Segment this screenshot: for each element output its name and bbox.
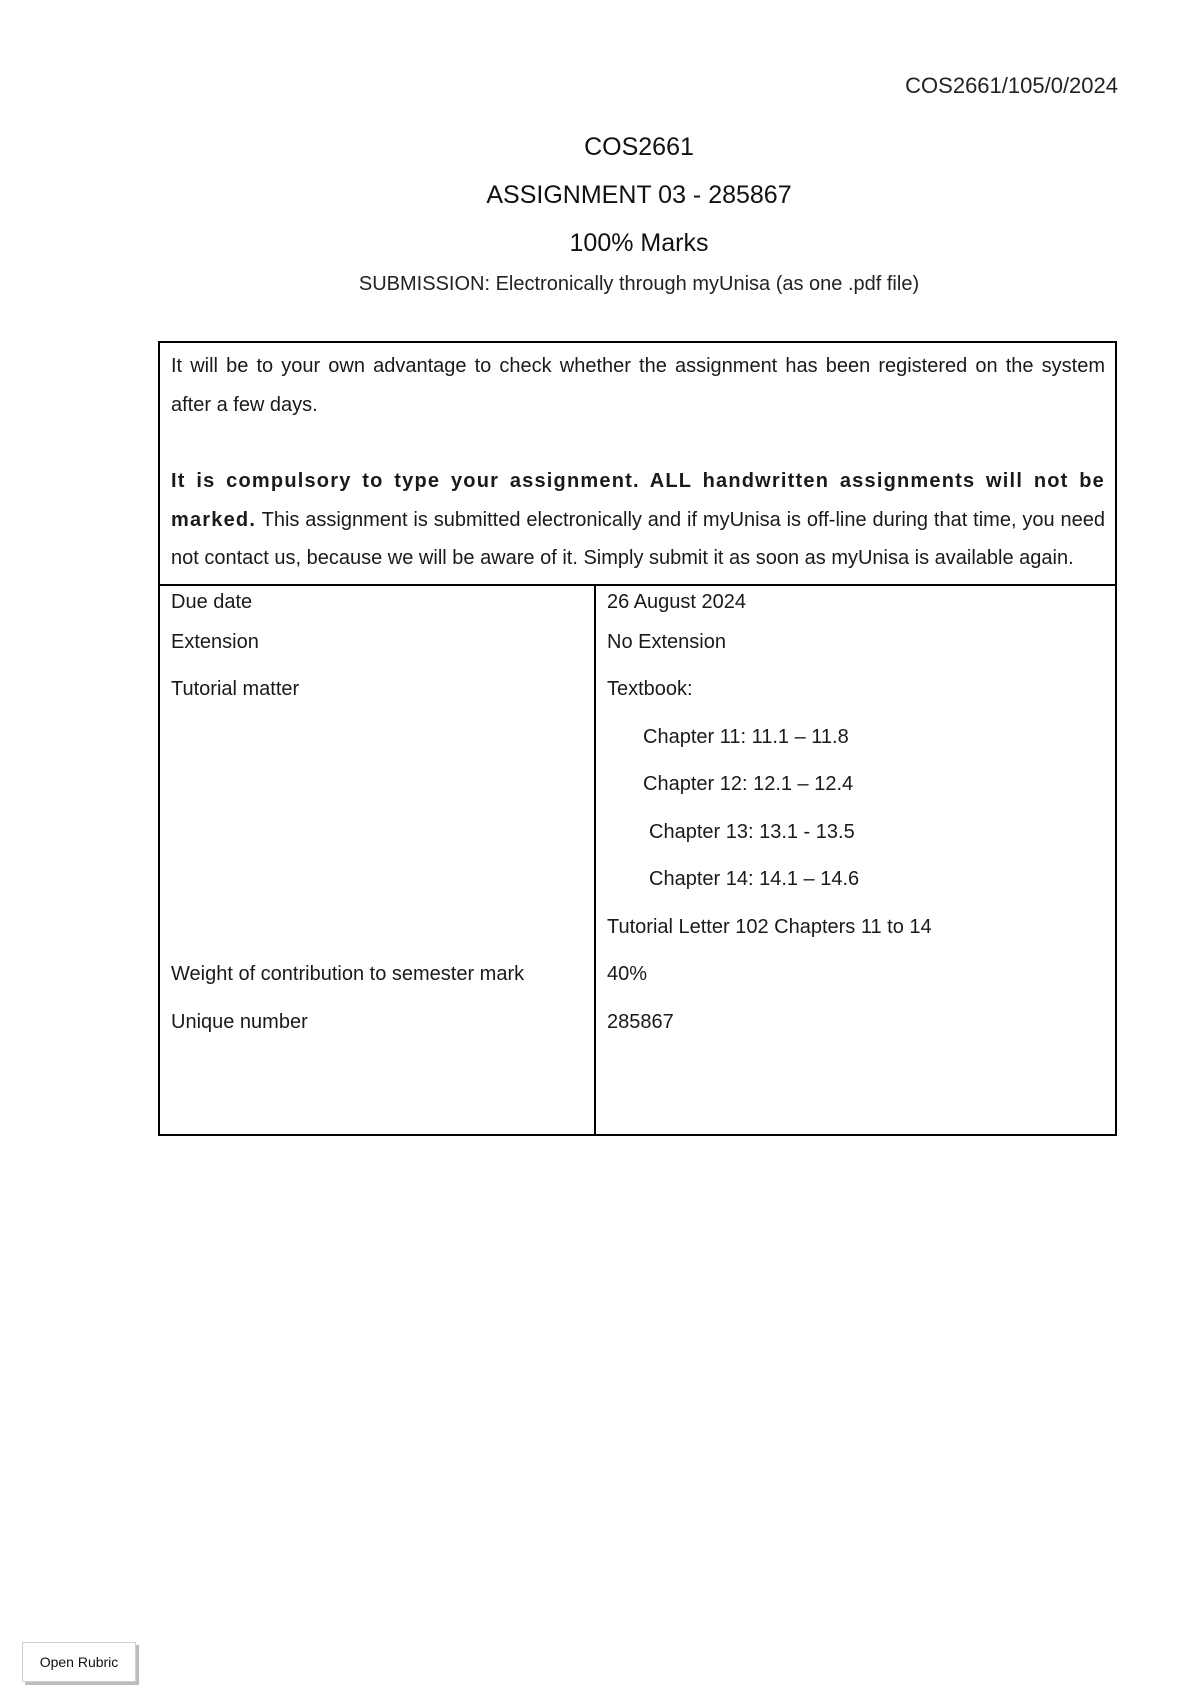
value-unique-number: 285867: [607, 1010, 674, 1033]
value-chapter-11: Chapter 11: 11.1 – 11.8: [643, 725, 849, 748]
label-weight: Weight of contribution to semester mark: [171, 963, 525, 985]
value-tutorial-letter: Tutorial Letter 102 Chapters 11 to 14: [607, 915, 932, 938]
label-extension: Extension: [171, 630, 259, 653]
notice-paragraph-submission: [171, 462, 1105, 578]
label-tutorial-matter: Tutorial matter: [171, 678, 300, 700]
value-due-date: 26 August 2024: [607, 590, 747, 613]
assignment-info-table: [158, 341, 1117, 1136]
value-chapter-12: Chapter 12: 12.1 – 12.4: [643, 773, 854, 795]
value-weight: 40%: [607, 963, 648, 985]
details-label-column: [160, 586, 596, 1134]
notice-box: [160, 343, 1115, 586]
details-grid: [160, 586, 1115, 1134]
label-due-date: Due date: [171, 590, 253, 613]
open-rubric-button[interactable]: Open Rubric: [22, 1642, 136, 1682]
notice-electronic-text: This assignment is submitted electronically and if myUnisa is off-line during that time, you need not contact us, because we will be aware of it. Simply submit it as soon as myUnisa is available again.: [171, 508, 1105, 569]
marks-heading: 100% Marks: [569, 229, 709, 257]
notice-paragraph-registration: It will be to your own advantage to check whether the assignment has been registered on the system after a few days.: [171, 355, 1105, 416]
value-chapter-13: Chapter 13: 13.1 - 13.5: [649, 820, 855, 843]
label-unique-number: Unique number: [171, 1010, 308, 1033]
value-chapter-14: Chapter 14: 14.1 – 14.6: [649, 868, 860, 890]
course-title: COS2661: [584, 133, 694, 161]
value-textbook: Textbook:: [607, 678, 693, 700]
value-extension: No Extension: [607, 630, 726, 653]
details-value-column: [596, 586, 1115, 1134]
submission-info: SUBMISSION: Electronically through myUnisa (as one .pdf file): [358, 273, 920, 295]
notice-compulsory-text: It is compulsory to type your assignment. ALL handwritten assignments will not be marked.: [171, 470, 1105, 531]
document-code: COS2661/105/0/2024: [905, 73, 1118, 98]
assignment-title: ASSIGNMENT 03 - 285867: [486, 181, 792, 209]
